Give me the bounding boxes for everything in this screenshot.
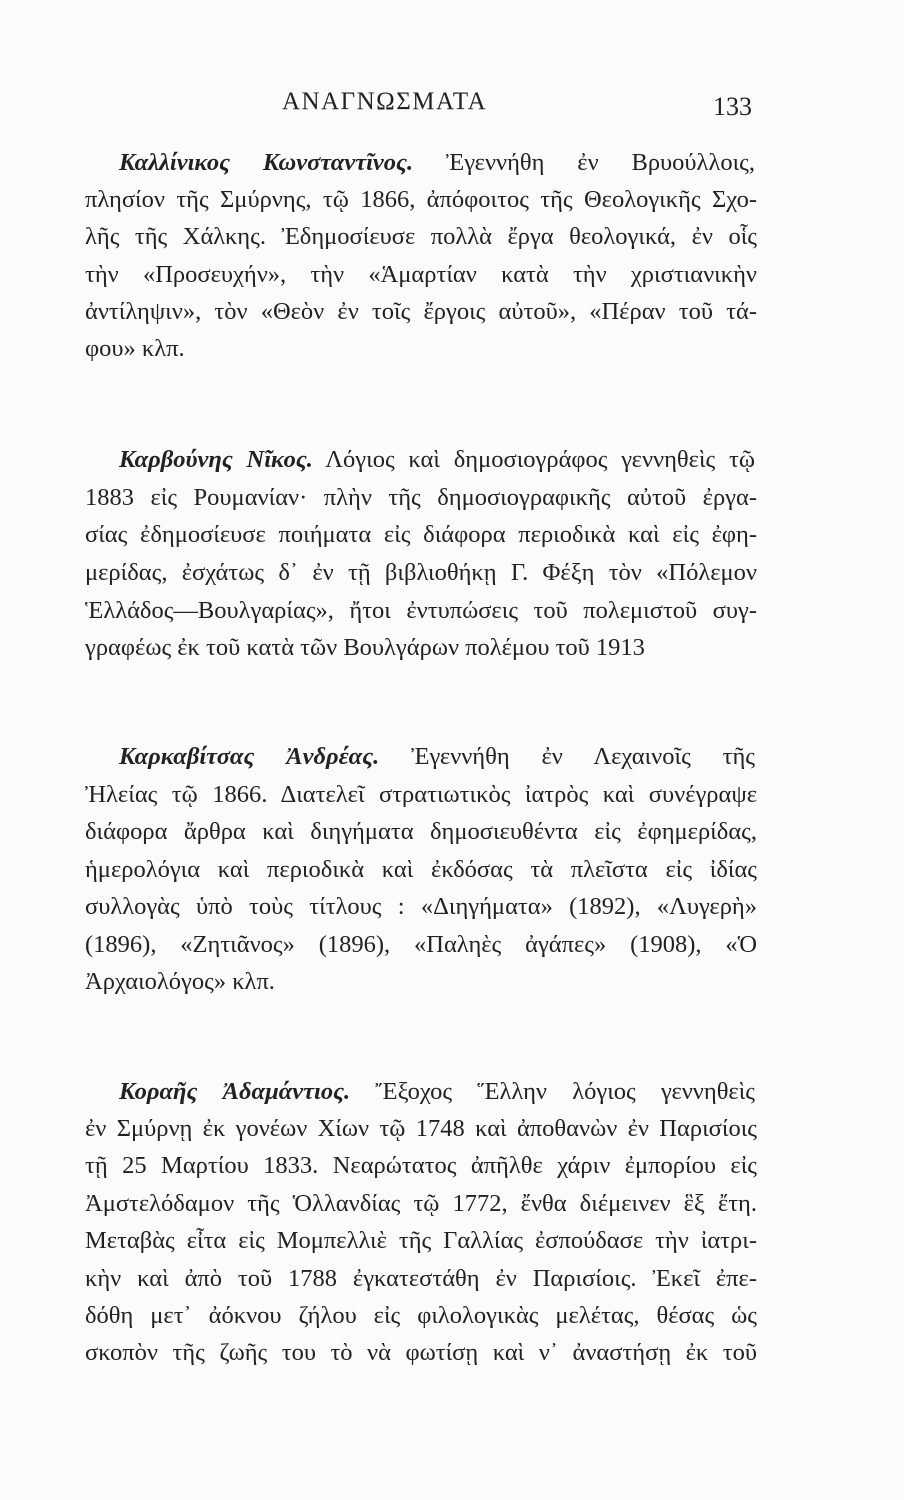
entry-text: Ἐγεννήθη ἐν Λεχαινοῖς τῆς — [411, 743, 755, 770]
entry-line: συλλογὰς ὑπὸ τοὺς τίτλους : «Διηγήματα» (1892), «Λυγερὴ» — [85, 893, 757, 920]
entry-line: Ἠλείας τῷ 1866. Διατελεῖ στρατιωτικὸς ἰατρὸς καὶ συνέγραψε — [85, 781, 757, 808]
entry-name: Καλλίνικος Κωνσταντῖνος. — [119, 149, 414, 176]
entry-line: τὴν «Προσευχήν», τὴν «Ἁμαρτίαν κατὰ τὴν χριστιανικὴν — [85, 261, 757, 288]
entry-name: Κοραῆς Ἀδαμάντιος. — [119, 1078, 351, 1105]
entry-line — [119, 443, 755, 477]
entry-line: κὴν καὶ ἀπὸ τοῦ 1788 ἐγκατεστάθη ἐν Παρισίοις. Ἐκεῖ ἐπε- — [85, 1265, 757, 1292]
entry-line: διάφορα ἄρθρα καὶ διηγήματα δημοσιευθέντα εἰς ἐφημερίδας, — [85, 818, 757, 845]
entry-line: Ἀμστελόδαμον τῆς Ὁλλανδίας τῷ 1772, ἔνθα διέμεινεν ἓξ ἔτη. — [85, 1190, 757, 1217]
entry-line: (1896), «Ζητιᾶνος» (1896), «Παληὲς ἀγάπες» (1908), «Ὁ — [85, 931, 757, 958]
entry-line: μερίδας, ἐσχάτως δ᾽ ἐν τῇ βιβλιοθήκῃ Γ. Φέξη τὸν «Πόλεμον — [85, 559, 757, 586]
entry-line — [119, 1075, 755, 1109]
running-head — [0, 88, 904, 128]
entry-line: φου» κλπ. — [85, 335, 185, 362]
entry-line: σίας ἐδημοσίευσε ποιήματα εἰς διάφορα περιοδικὰ καὶ εἰς ἐφη- — [85, 521, 757, 548]
entry-line: Ἀρχαιολόγος» κλπ. — [85, 968, 275, 995]
entry-name: Καρβούνης Νῖκος. — [119, 446, 313, 473]
entry-line: γραφέως ἐκ τοῦ κατὰ τῶν Βουλγάρων πολέμου τοῦ 1913 — [85, 634, 645, 661]
entry-line: πλησίον τῆς Σμύρνης, τῷ 1866, ἀπόφοιτος τῆς Θεολογικῆς Σχο- — [85, 186, 757, 213]
entry-text: Λόγιος καὶ δημοσιογράφος γεννηθεὶς τῷ — [325, 446, 755, 473]
entry-text: Ἔξοχος Ἕλλην λόγιος γεννηθεὶς — [375, 1078, 756, 1105]
entry-line: σκοπὸν τῆς ζωῆς του τὸ νὰ φωτίσῃ καὶ ν᾽ ἀναστήσῃ ἐκ τοῦ — [85, 1339, 757, 1366]
entry-line — [119, 146, 755, 180]
page-number: 133 — [713, 92, 752, 121]
entry-name: Καρκαβίτσας Ἀνδρέας. — [119, 743, 380, 770]
entry-line: ἀντίληψιν», τὸν «Θεὸν ἐν τοῖς ἔργοις αὐτοῦ», «Πέραν τοῦ τά- — [85, 298, 757, 325]
entry-line: ἡμερολόγια καὶ περιοδικὰ καὶ ἐκδόσας τὰ πλεῖστα εἰς ἰδίας — [85, 856, 757, 883]
entry-line: δόθη μετ᾽ ἀόκνου ζήλου εἰς φιλολογικὰς μελέτας, θέσας ὡς — [85, 1302, 757, 1329]
entry-line: λῆς τῆς Χάλκης. Ἐδημοσίευσε πολλὰ ἔργα θεολογικά, ἐν οἷς — [85, 223, 757, 250]
entry-line: ἐν Σμύρνῃ ἐκ γονέων Χίων τῷ 1748 καὶ ἀποθανὼν ἐν Παρισίοις — [85, 1115, 757, 1142]
entry-line: 1883 εἰς Ρουμανίαν· πλὴν τῆς δημοσιογραφικῆς αὐτοῦ ἐργα- — [85, 484, 757, 511]
entry-text: Ἐγεννήθη ἐν Βρυούλλοις, — [445, 149, 755, 176]
entry-line: τῇ 25 Μαρτίου 1833. Νεαρώτατος ἀπῆλθε χάριν ἐμπορίου εἰς — [85, 1152, 757, 1179]
entry-line — [119, 740, 755, 774]
running-title: ΑΝΑΓΝΩΣΜΑΤΑ — [282, 88, 488, 115]
entry-line: Μεταβὰς εἶτα εἰς Μομπελλιὲ τῆς Γαλλίας ἐσπούδασε τὴν ἰατρι- — [85, 1227, 757, 1254]
entry-line: Ἑλλάδος—Βουλγαρίας», ἤτοι ἐντυπώσεις τοῦ πολεμιστοῦ συγ- — [85, 597, 757, 624]
